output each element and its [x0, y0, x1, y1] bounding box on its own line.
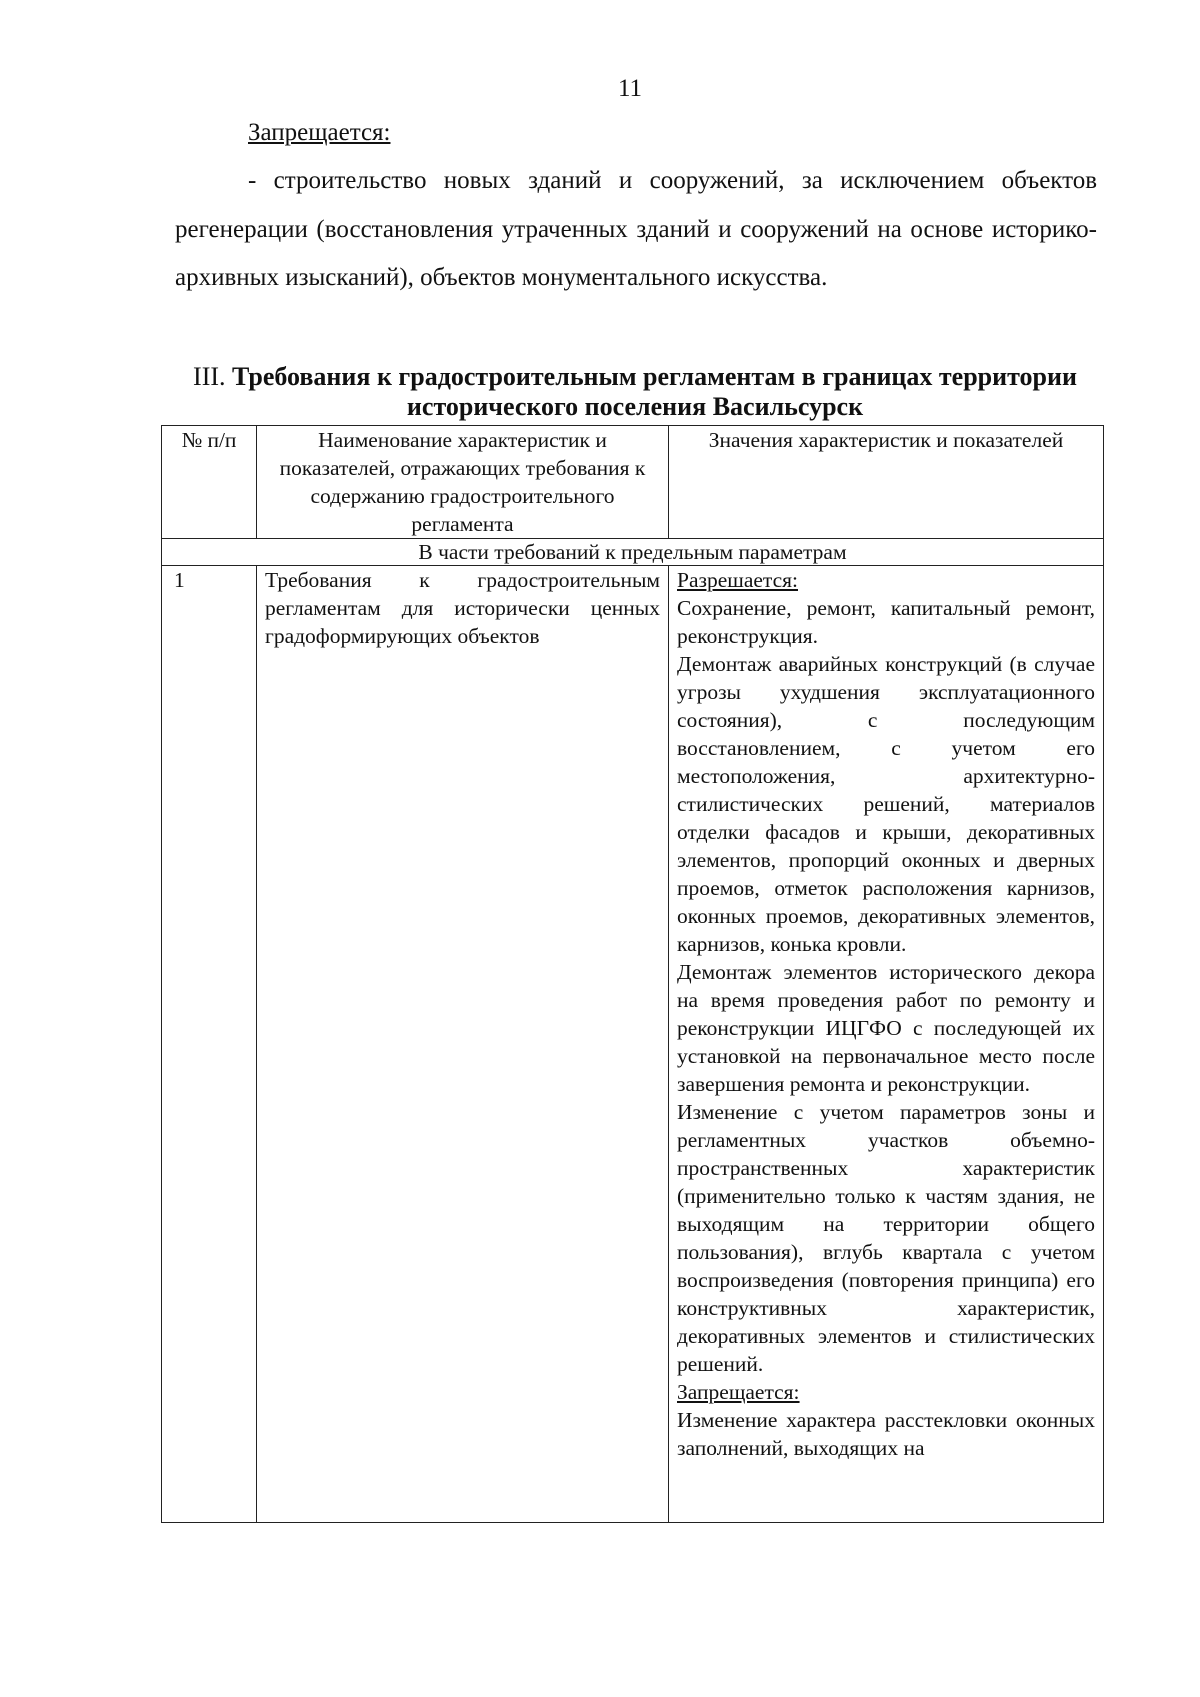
row-number: 1	[162, 566, 257, 1523]
intro-label: Запрещается:	[248, 119, 391, 146]
permitted-item: Демонтаж аварийных конструкций (в случае угрозы ухудшения эксплуатационного состояния), с последующим восстановлением, с учетом его местоположения, архитектурно-стилистических решений, материалов отделки фасадов и крыши, декоративных элементов, пропорций оконных и дверных проемов, отметок расположения карнизов, оконных проемов, декоративных элементов, карнизов, конька кровли.	[677, 652, 1095, 956]
header-num: № п/п	[162, 426, 257, 539]
intro-paragraph: - строительство новых зданий и сооружений, за исключением объектов регенерации (восстановления утраченных зданий и сооружений на основе историко-архивных изысканий), объектов монументального искусства.	[175, 167, 1097, 291]
permitted-item: Демонтаж элементов исторического декора на время проведения работ по ремонту и реконструкции ИЦГФО с последующей их установкой на первоначальное место после завершения ремонта и реконструкции.	[677, 960, 1095, 1096]
permitted-label: Разрешается:	[677, 568, 798, 592]
section-numeral: III.	[193, 362, 226, 391]
requirements-table	[161, 425, 1104, 1523]
page-number: 11	[617, 75, 643, 102]
permitted-item: Изменение с учетом параметров зоны и регламентных участков объемно-пространственных характеристик (применительно только к частям здания, не выходящим на территории общего пользования), вглубь квартала с учетом воспроизведения (повторения принципа) его конструктивных характеристик, декоративных элементов и стилистических решений.	[677, 1100, 1095, 1376]
table-header-row	[162, 426, 1104, 539]
group-label: В части требований к предельным параметрам	[162, 539, 1104, 566]
section-title: Требования к градостроительным регламентам в границах территории исторического поселения Васильсурск	[232, 362, 1077, 421]
prohibited-label: Запрещается:	[677, 1380, 800, 1404]
header-name: Наименование характеристик и показателей, отражающих требования к содержанию градостроительного регламента	[257, 426, 669, 539]
prohibited-item: Изменение характера расстекловки оконных заполнений, выходящих на	[677, 1408, 1095, 1460]
header-value: Значения характеристик и показателей	[669, 426, 1104, 539]
row-values	[669, 566, 1104, 1523]
section-heading	[160, 362, 1110, 422]
table-row	[162, 566, 1104, 1523]
row-name: Требования к градостроительным регламентам для исторически ценных градоформирующих объектов	[257, 566, 669, 1523]
table-group-row	[162, 539, 1104, 566]
permitted-item: Сохранение, ремонт, капитальный ремонт, реконструкция.	[677, 596, 1095, 648]
